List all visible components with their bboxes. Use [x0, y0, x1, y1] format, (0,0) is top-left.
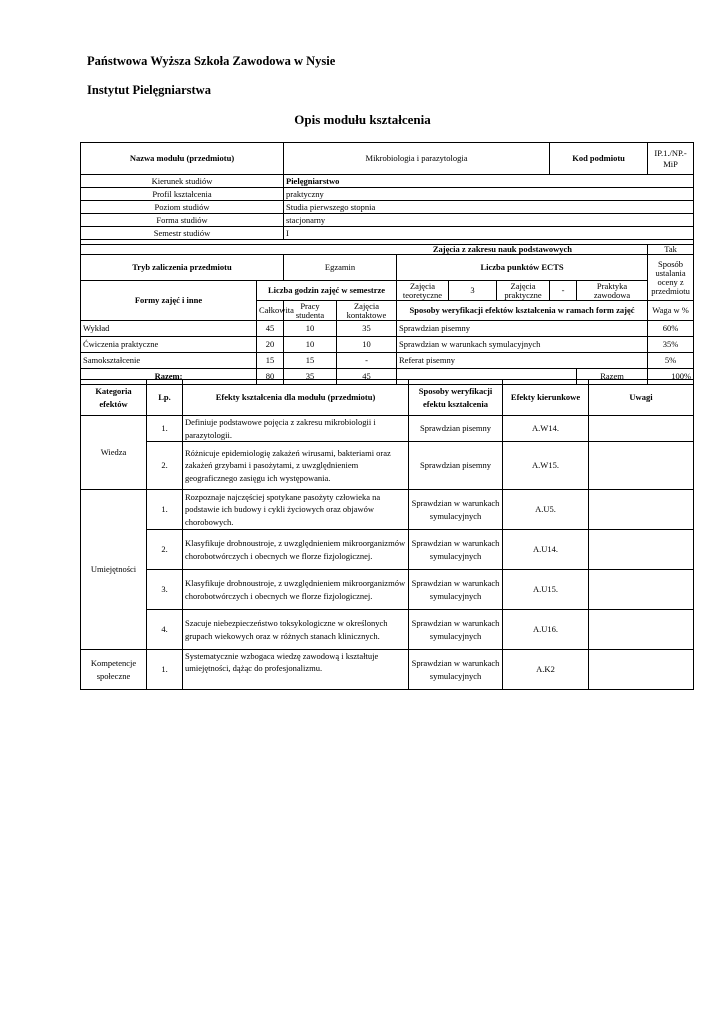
form-contact: -: [337, 353, 397, 369]
institute-name: Instytut Pielęgniarstwa: [87, 83, 211, 97]
category-skills: Umiejętności: [81, 490, 147, 650]
outcome-lp: 1.: [147, 416, 183, 442]
outcome-lp: 4.: [147, 610, 183, 650]
info-label: Kierunek studiów: [81, 175, 284, 188]
info-value: stacjonarny: [284, 214, 694, 227]
outcome-notes: [589, 570, 694, 610]
outcome-notes: [589, 610, 694, 650]
col-contact: Zajęcia kontaktowe: [337, 301, 397, 321]
internship-label: Praktyka zawodowa: [577, 281, 648, 301]
hours-label: Liczba godzin zajęć w semestrze: [257, 281, 397, 301]
theory-value: 3: [449, 281, 497, 301]
header-methods: Sposoby weryfikacji efektu kształcenia: [409, 380, 503, 416]
outcome-lp: 1.: [147, 490, 183, 530]
forms-label: Formy zajęć i inne: [81, 281, 257, 321]
sum-contact: 45: [337, 369, 397, 385]
info-label: Forma studiów: [81, 214, 284, 227]
outcome-text: Szacuje niebezpieczeństwo toksykologiczne w określonych grupach wiekowych oraz w różnych stanach klinicznych.: [183, 610, 409, 650]
outcome-lp: 2.: [147, 530, 183, 570]
outcome-method: Sprawdzian w warunkach symulacyjnych: [409, 610, 503, 650]
outcome-text: Systematycznie wzbogaca wiedzę zawodową i kształtuje umiejętności, dążąc do profesjonalizmu.: [183, 650, 409, 690]
weight-label: Waga w %: [648, 301, 694, 321]
info-value: Pielęgniarstwo: [284, 175, 694, 188]
outcome-notes: [589, 442, 694, 490]
outcome-method: Sprawdzian pisemny: [409, 442, 503, 490]
module-info-table: [80, 142, 694, 385]
form-contact: 35: [337, 321, 397, 337]
document-title: Opis modułu kształcenia: [294, 112, 431, 127]
school-name: Państwowa Wyższa Szkoła Zawodowa w Nysie: [87, 54, 336, 68]
outcome-method: Sprawdzian w warunkach symulacyjnych: [409, 530, 503, 570]
info-label: Profil kształcenia: [81, 188, 284, 201]
form-weight: 60%: [648, 321, 694, 337]
category-social-competences: Kompetencje społeczne: [81, 650, 147, 690]
outcome-method: Sprawdzian w warunkach symulacyjnych: [409, 650, 503, 690]
form-total: 15: [257, 353, 284, 369]
info-value: Studia pierwszego stopnia: [284, 201, 694, 214]
form-contact: 10: [337, 337, 397, 353]
form-name: Ćwiczenia praktyczne: [81, 337, 257, 353]
form-weight: 5%: [648, 353, 694, 369]
form-method: Referat pisemny: [397, 353, 648, 369]
col-student: Pracy studenta: [284, 301, 337, 321]
form-student: 10: [284, 337, 337, 353]
outcome-code: A.W15.: [503, 442, 589, 490]
form-weight: 35%: [648, 337, 694, 353]
outcome-text: Definiuje podstawowe pojęcia z zakresu mikrobiologii i parazytologii.: [183, 416, 409, 442]
info-value: praktyczny: [284, 188, 694, 201]
sum-label-2: Razem: [577, 369, 648, 385]
outcome-text: Klasyfikuje drobnoustroje, z uwzględnieniem mikroorganizmów chorobotwórczych i obecnych we florze fizjologicznej.: [183, 570, 409, 610]
module-code-value: IP.1./NP.-MiP: [648, 143, 694, 175]
credit-mode-label: Tryb zaliczenia przedmiotu: [81, 255, 284, 281]
outcome-method: Sprawdzian w warunkach symulacyjnych: [409, 570, 503, 610]
theory-label: Zajęcia teoretyczne: [397, 281, 449, 301]
module-name-label: Nazwa modułu (przedmiotu): [81, 143, 284, 175]
outcome-code: A.U5.: [503, 490, 589, 530]
sum-label: Razem:: [81, 369, 257, 385]
ects-label: Liczba punktów ECTS: [397, 255, 648, 281]
form-name: Wykład: [81, 321, 257, 337]
sum-student: 35: [284, 369, 337, 385]
outcome-notes: [589, 490, 694, 530]
outcome-text: Klasyfikuje drobnoustroje, z uwzględnieniem mikroorganizmów chorobotwórczych i obecnych we florze fizjologicznej.: [183, 530, 409, 570]
outcome-method: Sprawdzian w warunkach symulacyjnych: [409, 490, 503, 530]
outcome-lp: 2.: [147, 442, 183, 490]
basic-sciences-value: Tak: [648, 245, 694, 255]
header-effects: Efekty kształcenia dla modułu (przedmiotu): [183, 380, 409, 416]
outcome-notes: [589, 416, 694, 442]
module-code-label: Kod podmiotu: [550, 143, 648, 175]
info-label: Semestr studiów: [81, 227, 284, 240]
practice-value: -: [550, 281, 577, 301]
outcome-text: Różnicuje epidemiologię zakażeń wirusami, bakteriami oraz zakażeń grzybami i pasożytami, z uwzględnieniem geograficznego zasięgu ich występowania.: [183, 442, 409, 490]
outcome-method: Sprawdzian pisemny: [409, 416, 503, 442]
outcome-code: A.U16.: [503, 610, 589, 650]
credit-mode-value: Egzamin: [284, 255, 397, 281]
header-lp: Lp.: [147, 380, 183, 416]
verification-label: Sposoby weryfikacji efektów kształcenia w ramach form zajęć: [397, 301, 648, 321]
header-category: Kategoria efektów: [81, 380, 147, 416]
col-total: Całkowita: [257, 301, 284, 321]
form-name: Samokształcenie: [81, 353, 257, 369]
category-knowledge: Wiedza: [81, 416, 147, 490]
outcome-lp: 1.: [147, 650, 183, 690]
outcome-notes: [589, 650, 694, 690]
info-value: I: [284, 227, 694, 240]
info-label: Poziom studiów: [81, 201, 284, 214]
sum-total: 80: [257, 369, 284, 385]
outcomes-table: [80, 379, 694, 690]
form-method: Sprawdzian pisemny: [397, 321, 648, 337]
sum-weight: 100%: [648, 369, 694, 385]
module-name-value: Mikrobiologia i parazytologia: [284, 143, 550, 175]
basic-sciences-label: Zajęcia z zakresu nauk podstawowych: [81, 245, 648, 255]
outcome-code: A.W14.: [503, 416, 589, 442]
outcome-code: A.U14.: [503, 530, 589, 570]
header-notes: Uwagi: [589, 380, 694, 416]
outcome-text: Rozpoznaje najczęściej spotykane pasożyty człowieka na podstawie ich budowy i cykli życiowych oraz objawów chorobowych.: [183, 490, 409, 530]
outcome-code: A.U15.: [503, 570, 589, 610]
form-student: 10: [284, 321, 337, 337]
form-total: 45: [257, 321, 284, 337]
practice-label: Zajęcia praktyczne: [497, 281, 550, 301]
form-student: 15: [284, 353, 337, 369]
outcome-notes: [589, 530, 694, 570]
assessment-label: Sposób ustalania oceny z przedmiotu: [648, 255, 694, 301]
form-method: Sprawdzian w warunkach symulacyjnych: [397, 337, 648, 353]
header-major: Efekty kierunkowe: [503, 380, 589, 416]
outcome-lp: 3.: [147, 570, 183, 610]
form-total: 20: [257, 337, 284, 353]
outcome-code: A.K2: [503, 650, 589, 690]
